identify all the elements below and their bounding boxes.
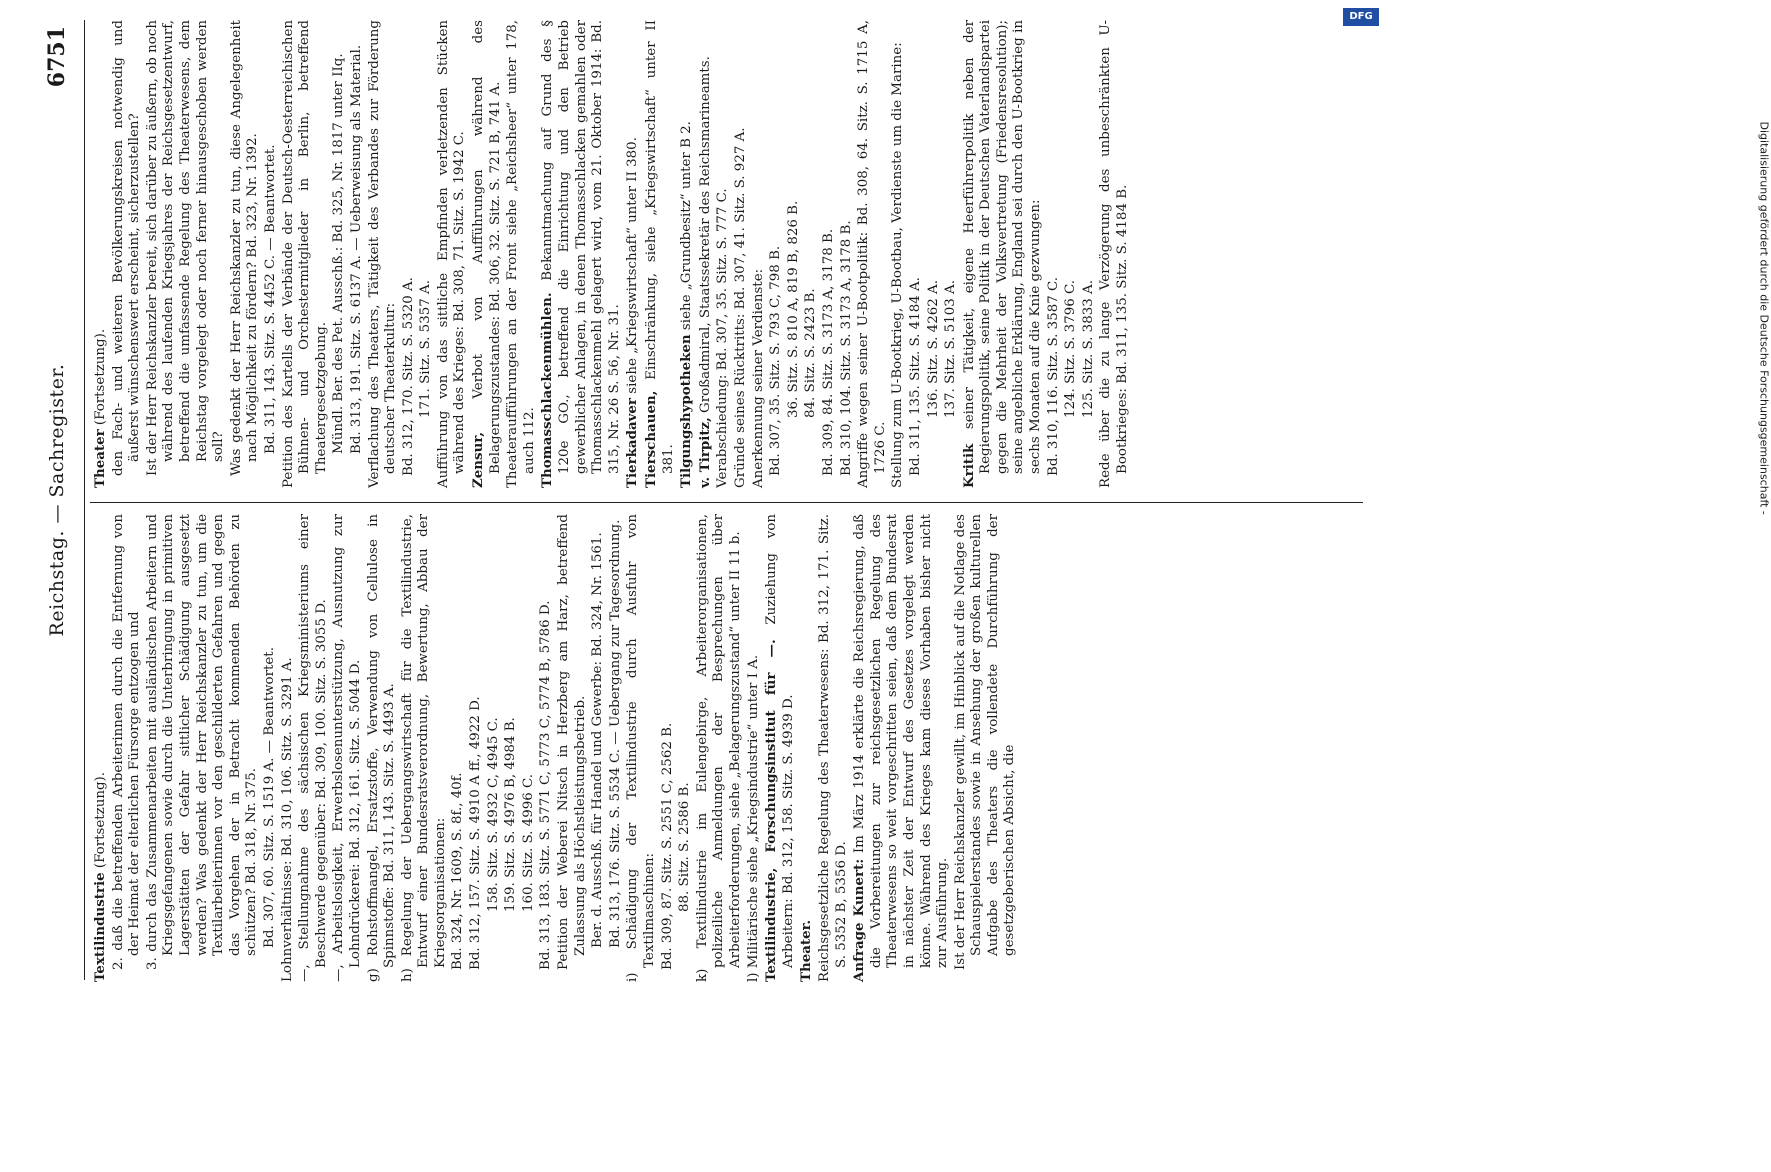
left-entry: 160. Sitz. S. 4996 C.: [520, 773, 536, 912]
right-entry: [281, 20, 331, 488]
entry-keyword: Tierkadaver: [624, 398, 641, 488]
right-entry: Bd. 311, 143. Sitz. S. 4452 C. — Beantwortet.: [262, 144, 278, 454]
left-entry: [297, 514, 330, 982]
dfg-logo: DFG: [1343, 8, 1379, 26]
entry-text: Theateraufführungen an der Front siehe „Reichsheer“ unter 178, auch 112.: [505, 20, 537, 488]
right-entry: [715, 20, 732, 488]
right-entry: [539, 20, 623, 488]
left-entry: [851, 514, 952, 982]
digitization-credit: Digitalisierung gefördert durch die Deutsche Forschungsgemeinschaft -: [1757, 121, 1771, 515]
right-entry: Bd. 312, 170. Sitz. S. 5320 A.: [400, 277, 416, 476]
right-entry: [1098, 20, 1131, 488]
right-entry: Bd. 310, 104. Sitz. S. 3173 A, 3178 B.: [838, 220, 854, 476]
right-entry: 124. Sitz. S. 3796 C.: [1063, 279, 1079, 418]
entry-keyword: Anfrage Kunert:: [851, 858, 868, 982]
right-entry: [436, 20, 469, 488]
entry-text: (Fortsetzung).: [93, 328, 108, 430]
right-entry: Was gedenkt der Herr Reichskanzler zu tun, diese Angelegenheit nach Möglichkeit zu fördern? Bd. 323, Nr. 1392.: [228, 20, 261, 476]
entry-text: Verabschiedung: Bd. 307, 35. Sitz. S. 777 C.: [715, 188, 731, 488]
left-entry: [798, 514, 816, 982]
right-entry: Bd. 310, 116. Sitz. S. 3587 C.: [1045, 276, 1061, 476]
left-entry: [763, 514, 797, 982]
left-entry: Bd. 313, 183. Sitz. S. 5771 C, 5773 C, 5774 B, 5786 D.: [538, 600, 554, 970]
entry-text: Reichsgesetzliche Regelung des Theaterwesens: Bd. 312, 171. Sitz. S. 5352 B, 5356 D.: [816, 514, 849, 982]
entry-text: h) Regelung der Uebergangswirtschaft für die Textilindustrie, Entwurf einer Bundesratsverordnung, Bewertung, Abbau der Kriegsorganisationen:: [399, 514, 448, 982]
entry-keyword: Kritik: [960, 443, 977, 488]
right-entry: [470, 20, 504, 488]
entry-text: Lohnverhältnisse: Bd. 310, 106. Sitz. S. 3291 A.: [279, 657, 295, 982]
entry-keyword: Textilindustrie, Forschungsinstitut für —.: [763, 639, 780, 982]
entry-keyword: Zensur,: [470, 431, 487, 488]
right-entry: [733, 20, 750, 488]
entry-text: (Fortsetzung).: [93, 771, 108, 873]
right-entry: [92, 20, 110, 488]
entry-text: Verflachung des Theaters, Tätigkeit des Verbandes zur Förderung deutscher Theaterkultur:: [366, 20, 399, 488]
entry-text: siehe „Grundbesitz“ unter B 2.: [679, 121, 695, 335]
entry-text: Verbot von Aufführungen während des Belagerungszustandes: Bd. 306, 32. Sitz. S. 721 B, 741 A.: [471, 20, 503, 474]
right-entry: Bd. 311, 135. Sitz. S. 4184 A.: [907, 277, 923, 476]
right-entry: [505, 20, 538, 488]
left-entry: [746, 514, 763, 982]
right-entry: [751, 20, 768, 488]
header-rule: [84, 20, 85, 980]
left-entry: [331, 514, 364, 982]
left-entry: 2. daß die betreffenden Arbeiterinnen durch die Entfernung von der Heimat der elterlichen Fürsorge entzogen und: [110, 514, 143, 970]
left-entry: Ist der Herr Reichskanzler gewillt, im Hinblick auf die Notlage des Schauspielerstandes sowie in Ansehung der großen kulturellen Aufgabe des Theaters die vollendete Durchführung der gesetzgeberischen Absicht, die: [952, 514, 1018, 970]
entry-keyword: v. Tirpitz,: [696, 417, 713, 488]
entry-text: Großadmiral, Staatssekretär des Reichsmarineamts.: [697, 56, 713, 418]
right-entry: [678, 20, 696, 488]
left-entry: 158. Sitz. S. 4932 C, 4945 C.: [485, 717, 501, 912]
right-entry: Bd. 309, 84. Sitz. S. 3173 A, 3178 B.: [820, 228, 836, 476]
entry-text: Angriffe wegen seiner U-Bootpolitik: Bd. 308, 64. Sitz. S. 1715 A, 1726 C.: [856, 20, 888, 488]
left-entry: [695, 514, 745, 982]
left-entry: [280, 514, 297, 982]
entry-text: Stellung zum U-Bootkrieg, U-Bootbau, Verdienste um die Marine:: [890, 42, 906, 488]
left-entry: [625, 514, 658, 982]
right-entry: [624, 20, 642, 488]
entry-text: Aufführung von das sittliche Empfinden verletzenden Stücken während des Krieges: Bd. 308, 71. Sitz. S. 1942 C.: [435, 20, 468, 488]
entry-text: Gründe seines Rücktritts: Bd. 307, 41. Sitz. S. 927 A.: [732, 127, 748, 488]
right-column: [92, 20, 1133, 488]
right-entry: 136. Sitz. S. 4262 A.: [925, 280, 941, 418]
entry-text: seiner Tätigkeit, eigene Heerführerpolitik neben der Regierungspolitik, seine Politik in der Deutschen Vaterlandspartei gegen die Mehrheit der Volksvertretung (Friedensresolution); seine angebliche Erklärung, England sei durch den U-Bootkrieg in sechs Monaten auf die Knie gezwungen:: [961, 20, 1044, 474]
entry-text: siehe „Kriegswirtschaft“ unter II 380.: [625, 137, 641, 399]
entry-keyword: Tilgungshypotheken: [678, 334, 695, 488]
left-entry: Petition der Weberei Nitsch in Herzberg am Harz, betreffend Zulassung als Höchstleistungsbetrieb.: [556, 514, 588, 970]
entry-text: l) Militärische siehe „Kriegsindustrie“ unter I A.: [745, 654, 761, 982]
column-divider: [90, 502, 1363, 503]
left-entry: [817, 514, 850, 982]
entry-text: Bekanntmachung auf Grund des § 120e GO., betreffend die Einrichtung und den Betrieb gewerblicher Anlagen, in denen Thomasschlacken gemahlen oder Thomasschlackenmehl gelagert wird, vom 21. Oktober 1914: Bd. 315, Nr. 26 S. 56, Nr. 31.: [540, 20, 622, 474]
right-entry: 36. Sitz. S. 810 A, 819 B, 826 B.: [785, 200, 801, 418]
right-entry: 171. Sitz. S. 5357 A.: [418, 280, 434, 418]
right-entry: Mündl. Ber. des Pet. Ausschß.: Bd. 325, Nr. 1817 unter IIq.: [331, 53, 347, 454]
right-entry: [856, 20, 889, 488]
entry-keyword: Thomasschlackenmühlen.: [539, 292, 556, 488]
entry-keyword: Theater.: [798, 919, 815, 982]
left-entry: Bd. 309, 87. Sitz. S. 2551 C, 2562 B.: [659, 722, 675, 970]
right-entry: [697, 20, 715, 488]
right-entry: [961, 20, 1045, 488]
entry-text: —, Stellungnahme des sächsischen Kriegsministeriums einer Beschwerde gegenüber: Bd. 309, 100. Sitz. S. 3055 D.: [297, 514, 329, 982]
left-entry: [400, 514, 450, 982]
right-entry: 137. Sitz. S. 5103 A.: [943, 280, 959, 418]
left-entry: [366, 514, 399, 982]
page-header: [40, 20, 80, 980]
right-entry: Bd. 313, 191. Sitz. S. 6137 A. — Ueberweisung als Material.: [348, 44, 364, 454]
entry-keyword: Theater: [92, 429, 108, 488]
entry-keyword: Tierschauen,: [643, 390, 659, 488]
entry-text: Petition des Kartells der Verbände der Deutsch-Oesterreichischen Bühnen- und Orchestermitglieder in Berlin, betreffend Theatergesetzgebung.: [280, 20, 329, 488]
left-entry: 159. Sitz. S. 4976 B, 4984 B.: [503, 717, 519, 912]
entry-text: Zuziehung von Arbeitern: Bd. 312, 158. Sitz. S. 4939 D.: [764, 514, 796, 968]
entry-text: Anerkennung seiner Verdienste:: [750, 268, 766, 488]
right-entry: [890, 20, 907, 488]
right-entry: Bd. 307, 35. Sitz. S. 793 C, 798 B.: [768, 245, 784, 476]
left-entry: Bd. 307, 60. Sitz. S. 1519 A. — Beantwortet.: [261, 647, 277, 948]
left-entry: 3. durch das Zusammenarbeiten mit ausländischen Arbeitern und Kriegsgefangenen sowie durch die Unterbringung in primitiven Lagerstätten der Gefahr sittlicher Schädigung ausgesetzt werden? Was gedenkt der Herr Reichskanzler zu tun, um die Textilarbeiterinnen vor den geschilderten Gefahren und gegen das Vorgehen der in Betracht kommenden Behörden zu schützen? Bd. 318, Nr. 375.: [144, 514, 260, 970]
left-entry: 88. Sitz. S. 2586 B.: [677, 782, 693, 912]
left-entry: Bd. 313, 176. Sitz. S. 5534 C. — Uebergang zur Tagesordnung.: [607, 519, 623, 948]
right-entry: 84. Sitz. S. 2423 B.: [803, 288, 819, 418]
right-entry: [367, 20, 400, 488]
entry-keyword: Textilindustrie: [92, 872, 108, 982]
left-entry: Bd. 324, Nr. 1609, S. 8f., 40f.: [450, 772, 466, 970]
left-column: [92, 514, 1020, 982]
entry-text: Im März 1914 erklärte die Reichsregierung, daß die Vorbereitungen zur reichsgesetzlichen Regelung des Theaterwesens so weit vorgeschritten seien, daß dem Bundesrat in nächster Zeit der Entwurf des Gesetzes vorgelegt werden könne. Während des Krieges kam dieses Vorhaben bisher nicht zur Ausführung.: [852, 514, 951, 968]
right-entry: 125. Sitz. S. 3833 A.: [1080, 280, 1096, 418]
entry-text: k) Textilindustrie im Eulengebirge, Arbeiterorganisationen, polizeiliche Anmeldungen der Besprechungen über Arbeiterforderungen, siehe „Belagerungszustand“ unter II 11 b.: [694, 514, 743, 982]
right-entry: Ist der Herr Reichskanzler bereit, sich darüber zu äußern, ob noch während des laufenden Kriegsjahres der Reichsgesetzentwurf, betreffend die umfassende Regelung des Theaterwesens, dem Reichstag vorgelegt oder noch ferner hinausgeschoben werden soll?: [144, 20, 227, 476]
entry-text: Rede über die zu lange Verzögerung des unbeschränkten U-Bootkrieges: Bd. 311, 135. Sitz. S. 4184 B.: [1098, 20, 1131, 488]
entry-text: g) Rohstoffmangel, Ersatzstoffe, Verwendung von Cellulose in Spinnstoffe: Bd. 311, 143. Sitz. S. 4493 A.: [365, 514, 398, 982]
right-entry: den Fach- und weiteren Bevölkerungskreisen notwendig und äußerst wünschenswert erscheint, sicherzustellen?: [110, 20, 143, 476]
running-title: Reichstag. — Sachregister.: [46, 363, 68, 637]
entry-text: i) Schädigung der Textilindustrie durch Ausfuhr von Textilmaschinen:: [625, 514, 657, 982]
left-entry: Bd. 312, 157. Sitz. S. 4910 A ff., 4922 D.: [468, 696, 484, 970]
page-number: 6751: [44, 26, 70, 88]
entry-text: Einschränkung, siehe „Kriegswirtschaft“ unter II 381.: [644, 20, 676, 474]
left-entry: Ber. d. Ausschß. für Handel und Gewerbe: Bd. 324, Nr. 1561.: [590, 532, 606, 948]
left-entry: [92, 514, 110, 982]
entry-text: —, Arbeitslosigkeit, Erwerbslosenunterstützung, Ausnutzung zur Lohndrückerei: Bd. 312, 161. Sitz. S. 5044 D.: [331, 514, 363, 982]
right-entry: [643, 20, 677, 488]
